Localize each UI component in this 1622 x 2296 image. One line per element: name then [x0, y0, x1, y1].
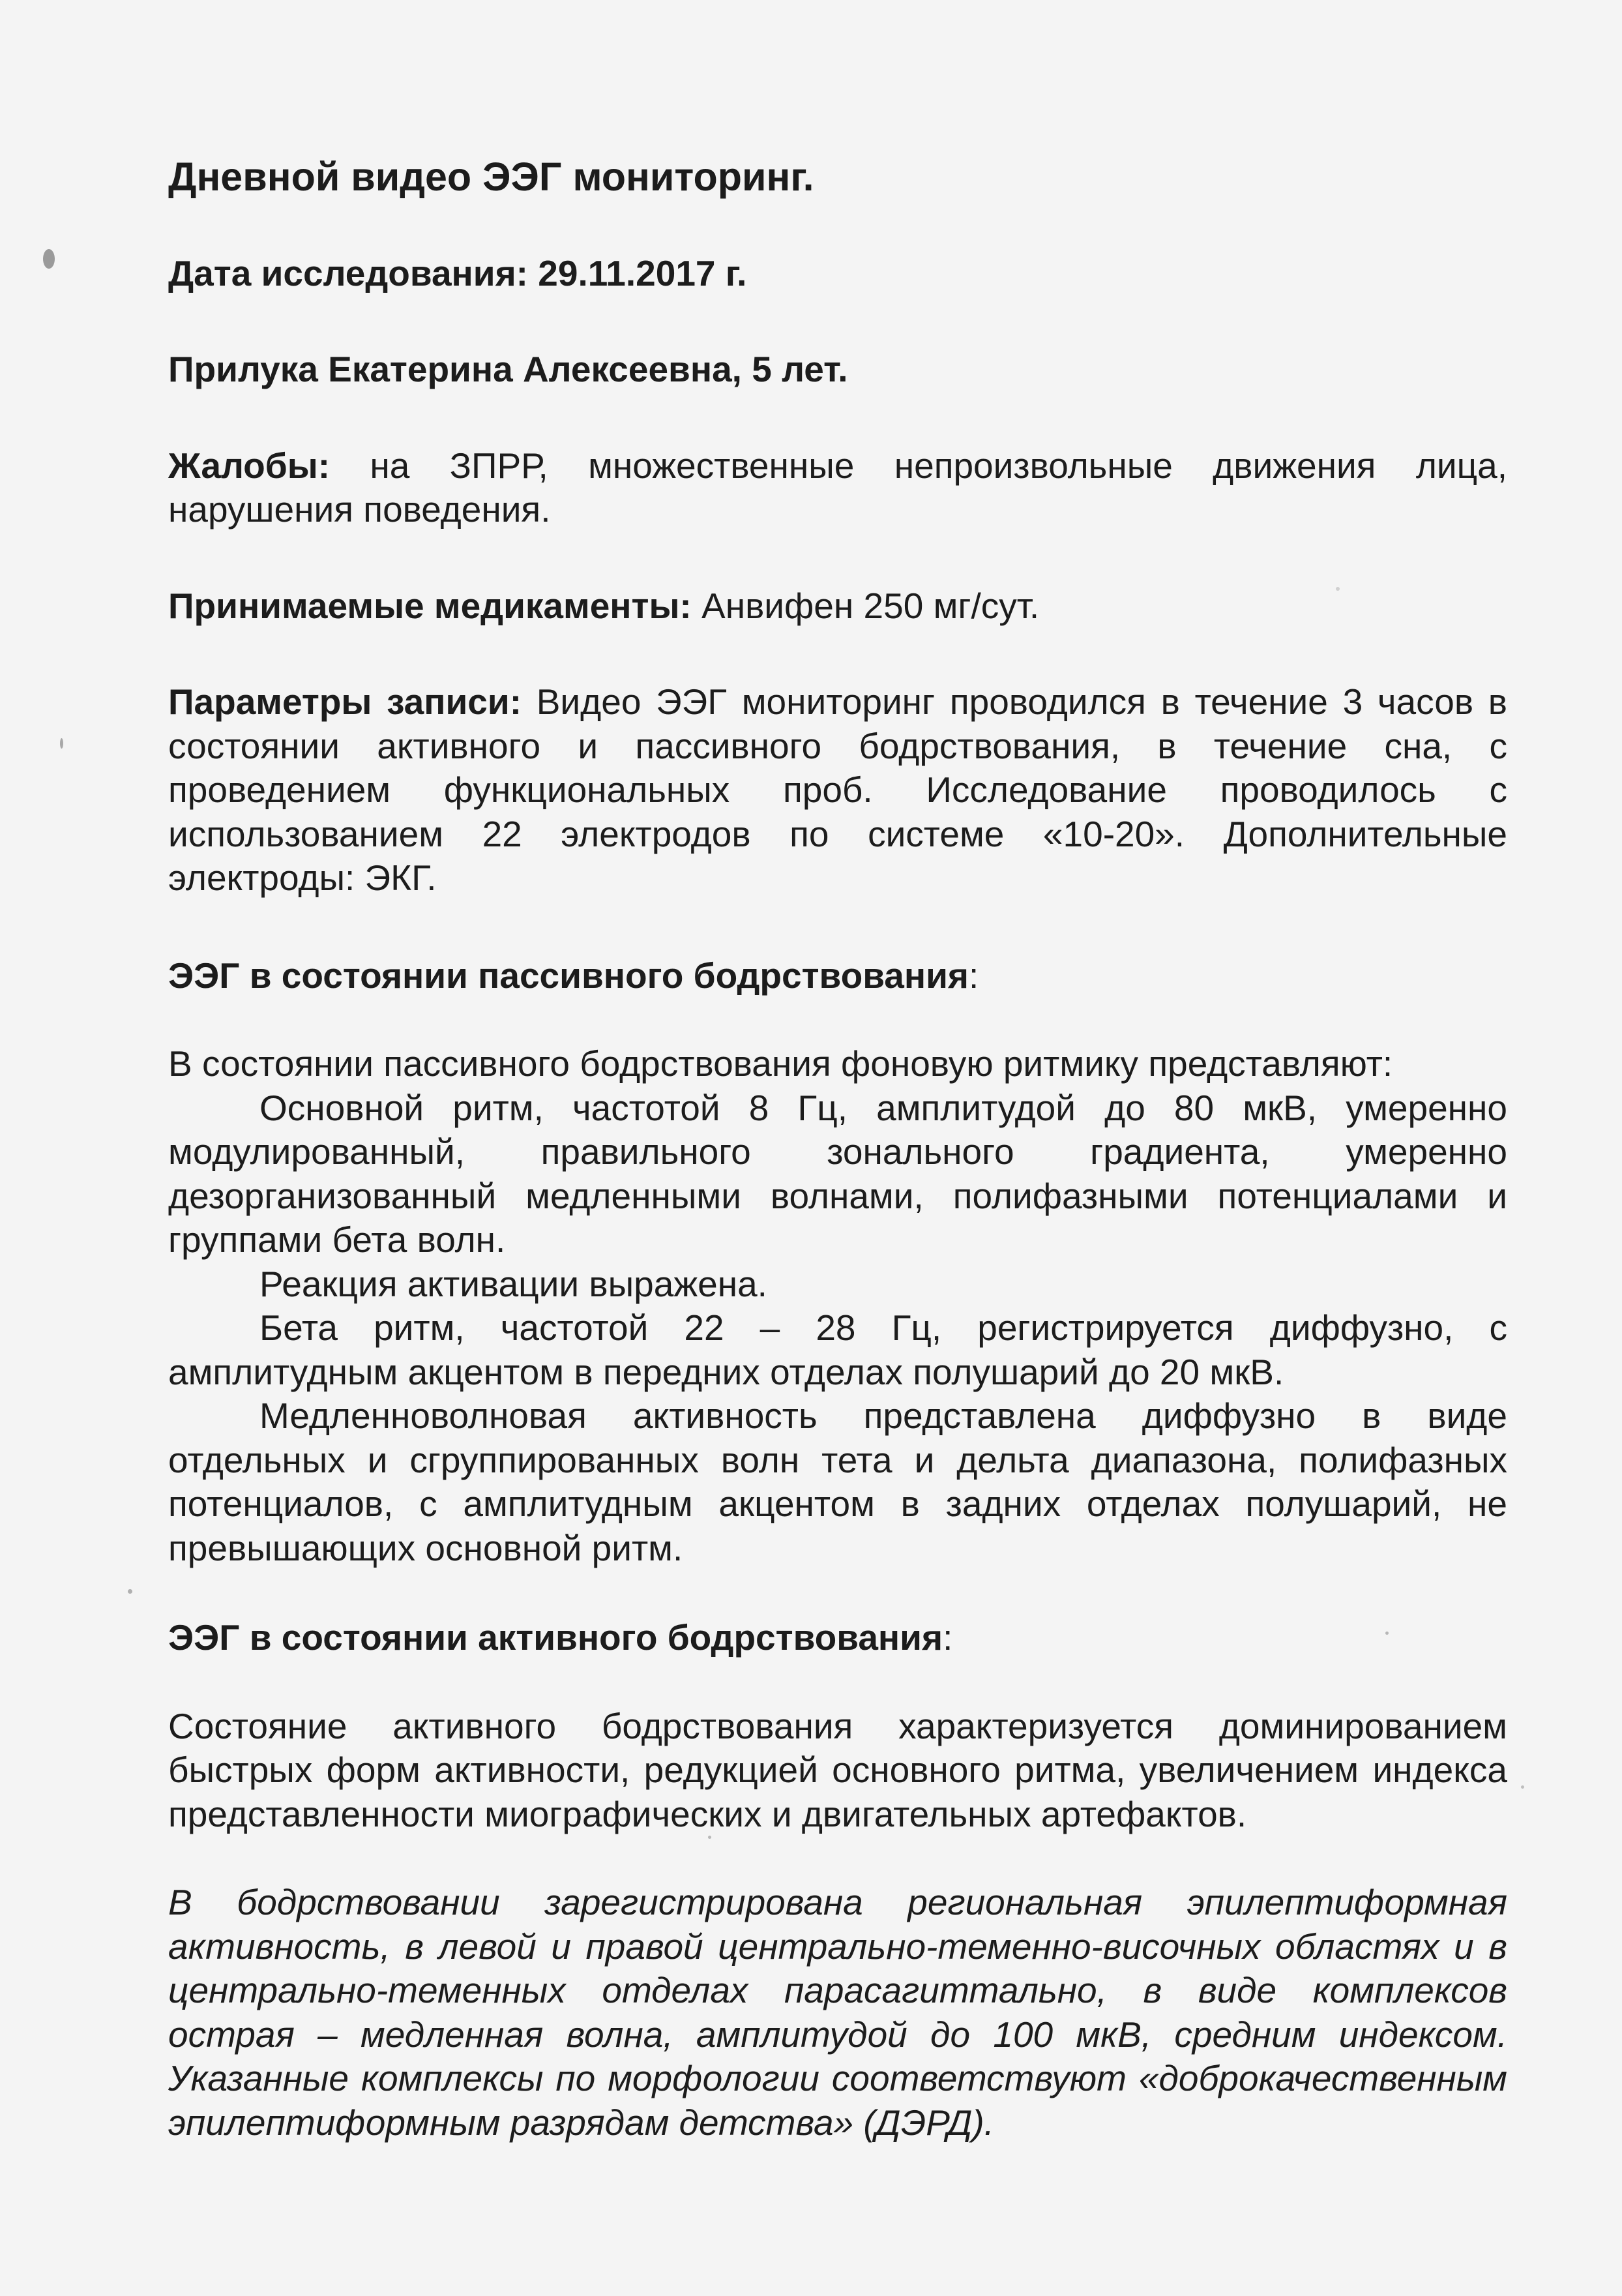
scan-speck: [128, 1589, 132, 1594]
active-heading-colon: :: [943, 1617, 953, 1658]
epileptiform-finding: В бодрствовании зарегистрирована региональная эпилептиформная активность, в левой и правой центрально-теменно-височных областях и в центрально-теменных отделах парасагиттально, в виде комплексов острая – медленная волна, амплитудой до 100 мкВ, средним индексом. Указанные комплексы по морфологии соответствуют «доброкачественным эпилептиформным разрядам детства» (ДЭРД).: [168, 1882, 1507, 2143]
scan-speck: [60, 738, 63, 749]
active-description: Состояние активного бодрствования характеризуется доминированием быстрых форм активности, редукцией основного ритма, увеличением индекса представленности миографических и двигательных артефактов.: [168, 1705, 1507, 1834]
document-title: Дневной видео ЭЭГ мониторинг.: [168, 155, 814, 199]
active-section-heading: [168, 1616, 1507, 1660]
medications-label: Принимаемые медикаменты:: [168, 585, 692, 626]
study-date: Дата исследования: 29.11.2017 г.: [168, 252, 747, 293]
recording-params-text: Видео ЭЭГ мониторинг проводился в течение 3 часов в состоянии активного и пассивного бодрствования, в течение сна, с проведением функциональных проб. Исследование проводилось с использованием 22 электродов по системе «10-20». Дополнительные электроды: ЭКГ.: [168, 681, 1507, 898]
passive-section-heading: [168, 954, 1507, 998]
medications-paragraph: [168, 584, 1507, 629]
passive-beta-rhythm: Бета ритм, частотой 22 – 28 Гц, регистрируется диффузно, с амплитудным акцентом в передних отделах полушарий до 20 мкВ.: [168, 1307, 1507, 1392]
patient-name: Прилука Екатерина Алексеевна, 5 лет.: [168, 349, 848, 389]
complaints-label: Жалобы:: [168, 445, 331, 486]
scan-speck: [43, 249, 55, 269]
complaints-text: на ЗПРР, множественные непроизвольные движения лица, нарушения поведения.: [168, 445, 1507, 529]
recording-params-label: Параметры записи:: [168, 681, 522, 722]
complaints-paragraph: [168, 444, 1507, 532]
passive-intro: В состоянии пассивного бодрствования фоновую ритмику представляют:: [168, 1043, 1393, 1084]
active-heading-text: ЭЭГ в состоянии активного бодрствования: [168, 1617, 943, 1658]
passive-slow-wave: Медленноволновая активность представлена диффузно в виде отдельных и сгруппированных волн тета и дельта диапазона, полифазных потенциалов, с амплитудным акцентом в задних отделах полушарий, не превышающих основной ритм.: [168, 1395, 1507, 1568]
recording-params-paragraph: [168, 680, 1507, 901]
scan-speck: [1521, 1785, 1524, 1789]
passive-heading-colon: :: [969, 955, 979, 996]
medications-text: Анвифен 250 мг/сут.: [691, 585, 1040, 626]
document-body: [168, 155, 1507, 2188]
passive-basic-rhythm: Основной ритм, частотой 8 Гц, амплитудой до 80 мкВ, умеренно модулированный, правильного зонального градиента, умеренно дезорганизованный медленными волнами, полифазными потенциалами и группами бета волн.: [168, 1087, 1507, 1260]
passive-activation-reaction: Реакция активации выражена.: [259, 1263, 767, 1304]
passive-heading-text: ЭЭГ в состоянии пассивного бодрствования: [168, 955, 969, 996]
